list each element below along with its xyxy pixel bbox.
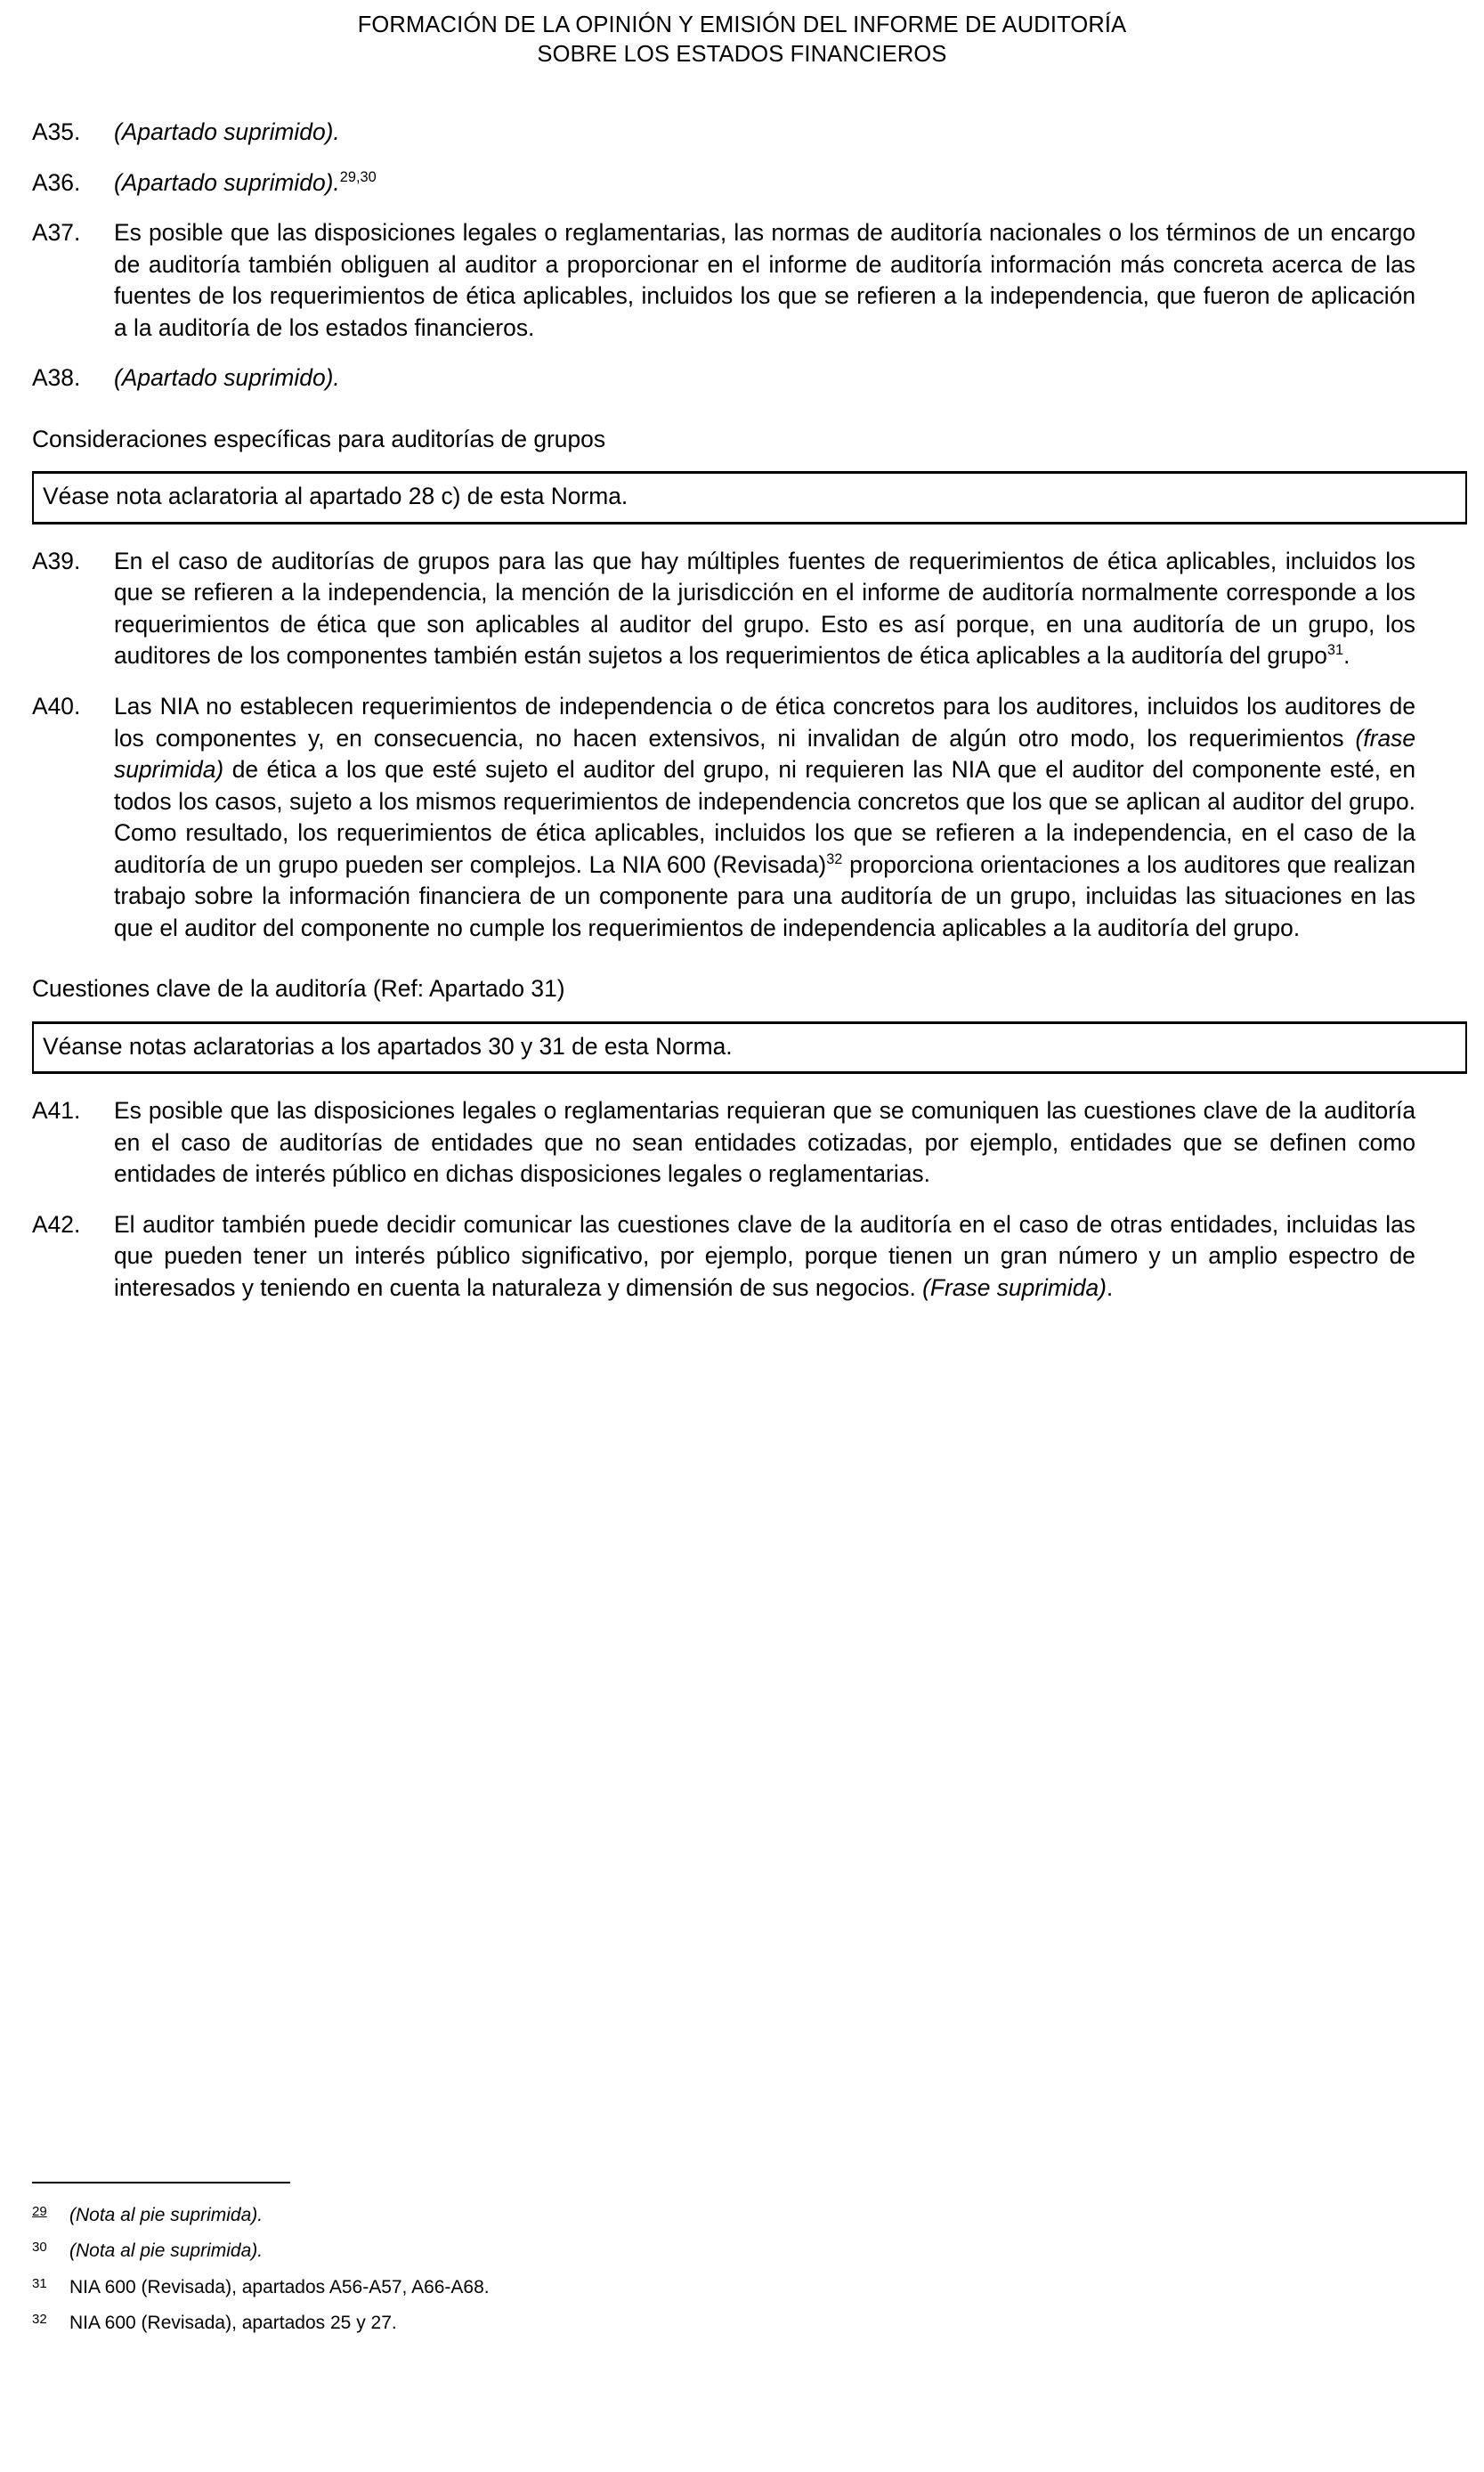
footnote-item (32, 2311, 1415, 2335)
clarification-note-box-1-text: Véase nota aclaratoria al apartado 28 c) de esta Norma. (43, 483, 628, 510)
footnote-number: 31 (32, 2275, 47, 2291)
paragraph-a40 (32, 691, 1415, 944)
paragraph-a36-body: (Apartado suprimido). (114, 168, 340, 196)
footnote-item (32, 2275, 1415, 2299)
spacer (32, 413, 1415, 424)
paragraph-a41-label: A41. (32, 1097, 81, 1125)
paragraph-a41-text: Es posible que las disposiciones legales o reglamentarias requieran que se comuniquen las cuestiones clave de la auditoría en el caso de auditorías de entidades que no sean entidades cotizadas, por ejemplo, entidades que se definen como entidades de interés público en dichas disposiciones legales o reglamentarias. (114, 1097, 1415, 1188)
paragraph-a39-body: En el caso de auditorías de grupos para las que hay múltiples fuentes de requerimientos de ética aplicables, incluidos los que se refieren a la independencia, la mención de la jurisdicción en el informe de auditoría normalmente corresponde a los requerimientos de ética que son aplicables al auditor del grupo. Esto es así porque, en una auditoría de un grupo, los auditores de los componentes también están sujetos a los requerimientos de ética aplicables a la auditoría del grupo (114, 547, 1415, 670)
paragraph-a35-label: A35. (32, 118, 81, 145)
paragraph-a38-label: A38. (32, 364, 81, 392)
footnote-separator-rule (32, 2182, 290, 2183)
footnotes-section (32, 2182, 1415, 2346)
paragraph-a40-segment-2: de ética a los que esté sujeto el auditor del grupo, ni requieren las NIA que el auditor del componente esté, en todos los casos, sujeto a los mismos requerimientos de independencia concretos que los que se aplican al auditor del grupo. Como resultado, los requerimientos de ética aplicables, incluidos los que se refieren a la independencia, en el caso de la auditoría de un grupo pueden ser complejos. La NIA 600 (Revisada) (114, 756, 1415, 878)
footnote-number: 30 (32, 2240, 47, 2256)
paragraph-a38 (32, 362, 1415, 394)
paragraph-a36 (32, 167, 1415, 199)
paragraph-a35 (32, 117, 1415, 149)
footnote-number: 29 (32, 2204, 47, 2219)
spacer (32, 963, 1415, 973)
paragraph-a37-text: Es posible que las disposiciones legales o reglamentarias, las normas de auditoría nacionales o los términos de un encargo de auditoría también obliguen al auditor a proporcionar en el informe de auditoría información más concreta acerca de las fuentes de los requerimientos de ética aplicables, incluidos los que se refieren a la independencia, que fueron de aplicación a la auditoría de los estados financieros. (114, 219, 1415, 341)
paragraph-a36-label: A36. (32, 168, 81, 196)
paragraph-a42-segment-2: . (1106, 1274, 1114, 1301)
paragraph-a37 (32, 217, 1415, 344)
subheading-consideraciones-grupos: Consideraciones específicas para auditorías de grupos (32, 425, 606, 452)
paragraph-a41 (32, 1095, 1415, 1191)
footnote-text: (Nota al pie suprimida). (69, 2240, 264, 2262)
footnote-ref-29-30: 29,30 (339, 168, 377, 185)
document-running-header (0, 0, 1484, 69)
footnote-text: (Nota al pie suprimida). (69, 2205, 264, 2225)
footnote-text: NIA 600 (Revisada), apartados A56-A57, A66-A68. (69, 2276, 490, 2297)
clarification-note-box-1 (32, 471, 1467, 524)
footnote-item (32, 2239, 1415, 2263)
document-body (32, 117, 1415, 1323)
paragraph-a40-label: A40. (32, 692, 81, 720)
header-line-2: SOBRE LOS ESTADOS FINANCIEROS (537, 42, 947, 68)
subheading-cuestiones-clave: Cuestiones clave de la auditoría (Ref: Apartado 31) (32, 975, 565, 1003)
footnote-item (32, 2203, 1415, 2227)
footnote-text: NIA 600 (Revisada), apartados 25 y 27. (69, 2312, 397, 2333)
paragraph-a40-text (114, 691, 1415, 944)
paragraph-a37-label: A37. (32, 219, 81, 247)
paragraph-a39 (32, 546, 1415, 672)
clarification-note-box-2-text: Véanse notas aclaratorias a los apartados 30 y 31 de esta Norma. (43, 1032, 733, 1060)
clarification-note-box-2 (32, 1021, 1467, 1075)
footnote-ref-32: 32 (826, 850, 843, 867)
paragraph-a42 (32, 1209, 1415, 1305)
paragraph-a35-text: (Apartado suprimido). (114, 118, 340, 145)
paragraph-a42-label: A42. (32, 1210, 81, 1238)
paragraph-a40-segment-1: Las NIA no establecen requerimientos de independencia o de ética concretos para los auditores, incluidos los auditores de los componentes y, en consecuencia, no hacen extensivos, ni invalidan de algún otro modo, los requerimientos (114, 692, 1415, 752)
paragraph-a39-text (114, 546, 1415, 672)
paragraph-a42-italic-1: (Frase suprimida) (922, 1274, 1107, 1301)
paragraph-a36-text (114, 167, 1415, 199)
paragraph-a42-segment-1: El auditor también puede decidir comunicar las cuestiones clave de la auditoría en el caso de otras entidades, incluidas las que pueden tener un interés público significativo, por ejemplo, porque tienen un gran número y un amplio espectro de interesados y teniendo en cuenta la naturaleza y dimensión de sus negocios. (114, 1210, 1415, 1301)
paragraph-a38-text: (Apartado suprimido). (114, 364, 340, 392)
paragraph-a40-italic-1: (frase suprimida) (114, 724, 1415, 784)
paragraph-a42-text (114, 1209, 1415, 1305)
paragraph-a40-segment-3: proporciona orientaciones a los auditores que realizan trabajo sobre la información financiera de un componente para una auditoría de un grupo, incluidas las situaciones en las que el auditor del componente no cumple los requerimientos de independencia aplicables a la auditoría del grupo. (114, 850, 1415, 941)
header-line-1: FORMACIÓN DE LA OPINIÓN Y EMISIÓN DEL INFORME DE AUDITORÍA (357, 12, 1127, 37)
paragraph-a39-label: A39. (32, 547, 81, 574)
footnote-list (32, 2203, 1415, 2335)
footnote-ref-31: 31 (1326, 642, 1344, 659)
footnote-number: 32 (32, 2311, 47, 2327)
paragraph-a39-tail: . (1343, 642, 1350, 670)
